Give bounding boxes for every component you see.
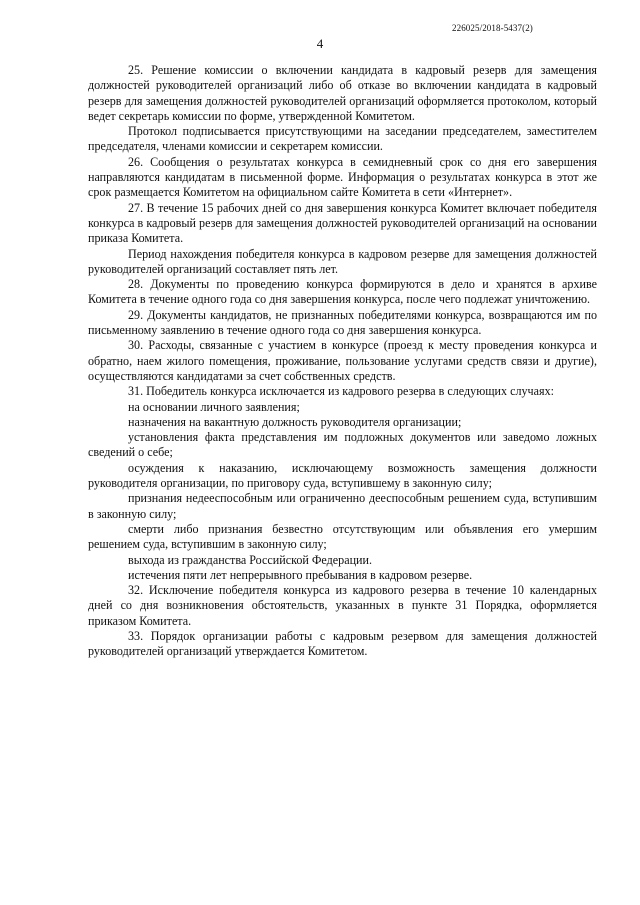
paragraph-31-item-4: осуждения к наказанию, исключающему возможность замещения должности руководителя организации, по приговору суда, вступившему в законную силу; xyxy=(88,460,597,491)
paragraph-31-item-3: установления факта представления им подложных документов или заведомо ложных сведений о себе; xyxy=(88,430,597,460)
document-registration-number: 226025/2018-5437(2) xyxy=(452,23,533,33)
paragraph-27: 27. В течение 15 рабочих дней со дня завершения конкурса Комитет включает победителя конкурса в кадровый резерв для замещения должностей руководителей организаций на основании приказа Комитета. xyxy=(88,200,597,246)
paragraph-31-item-2: назначения на вакантную должность руководителя организации; xyxy=(128,414,462,429)
paragraph-31-item-6: смерти либо признания безвестно отсутствующим или объявления его умершим решением суда, вступившим в законную силу; xyxy=(88,521,597,552)
paragraph-31-item-7: выхода из гражданства Российской Федерации. xyxy=(128,552,373,567)
paragraph-28: 28. Документы по проведению конкурса формируются в дело и хранятся в архиве Комитета в течение одного года со дня завершения конкурса, после чего подлежат уничтожению. xyxy=(88,277,597,307)
paragraph-25-protocol: Протокол подписывается присутствующими на заседании председателем, заместителем председателя, членами комиссии и секретарем комиссии. xyxy=(88,124,597,154)
paragraph-31-item-1: на основании личного заявления; xyxy=(128,399,300,414)
paragraph-29: 29. Документы кандидатов, не признанных победителями конкурса, возвращаются им по письменному заявлению в течение одного года со дня завершения конкурса. xyxy=(88,307,597,338)
document-body xyxy=(88,63,597,660)
paragraph-32: 32. Исключение победителя конкурса из кадрового резерва в течение 10 календарных дней со дня возникновения обстоятельств, указанных в пункте 31 Порядка, оформляется приказом Комитета. xyxy=(88,583,597,628)
paragraph-26: 26. Сообщения о результатах конкурса в семидневный срок со дня его завершения направляются кандидатам в письменной форме. Информация о результатах конкурса в этот же срок размещается Комитетом на официальном сайте Комитета в сети «Интернет». xyxy=(88,154,597,200)
paragraph-30: 30. Расходы, связанные с участием в конкурсе (проезд к месту проведения конкурса и обратно, наем жилого помещения, проживание, пользование услугами средств связи и другие), осуществляются кандидатами за счет собственных средств. xyxy=(88,338,597,383)
paragraph-33: 33. Порядок организации работы с кадровым резервом для замещения должностей руководителей организаций утверждается Комитетом. xyxy=(88,628,597,659)
paragraph-31-item-5: признания недееспособным или ограниченно дееспособным решением суда, вступившим в законную силу; xyxy=(88,491,597,521)
paragraph-31: 31. Победитель конкурса исключается из кадрового резерва в следующих случаях: xyxy=(128,384,554,399)
paragraph-31-item-8: истечения пяти лет непрерывного пребывания в кадровом резерве. xyxy=(128,567,473,582)
paragraph-27-period: Период нахождения победителя конкурса в кадровом резерве для замещения должностей руководителей организаций составляет пять лет. xyxy=(88,246,597,276)
page-number: 4 xyxy=(316,36,324,51)
paragraph-25: 25. Решение комиссии о включении кандидата в кадровый резерв для замещения должностей руководителей организаций либо об отказе во включении кандидата в кадровый резерв для замещения должностей руководителей организаций оформляется протоколом, который ведет секретарь комиссии по форме, утвержденной Комитетом. xyxy=(88,63,597,123)
